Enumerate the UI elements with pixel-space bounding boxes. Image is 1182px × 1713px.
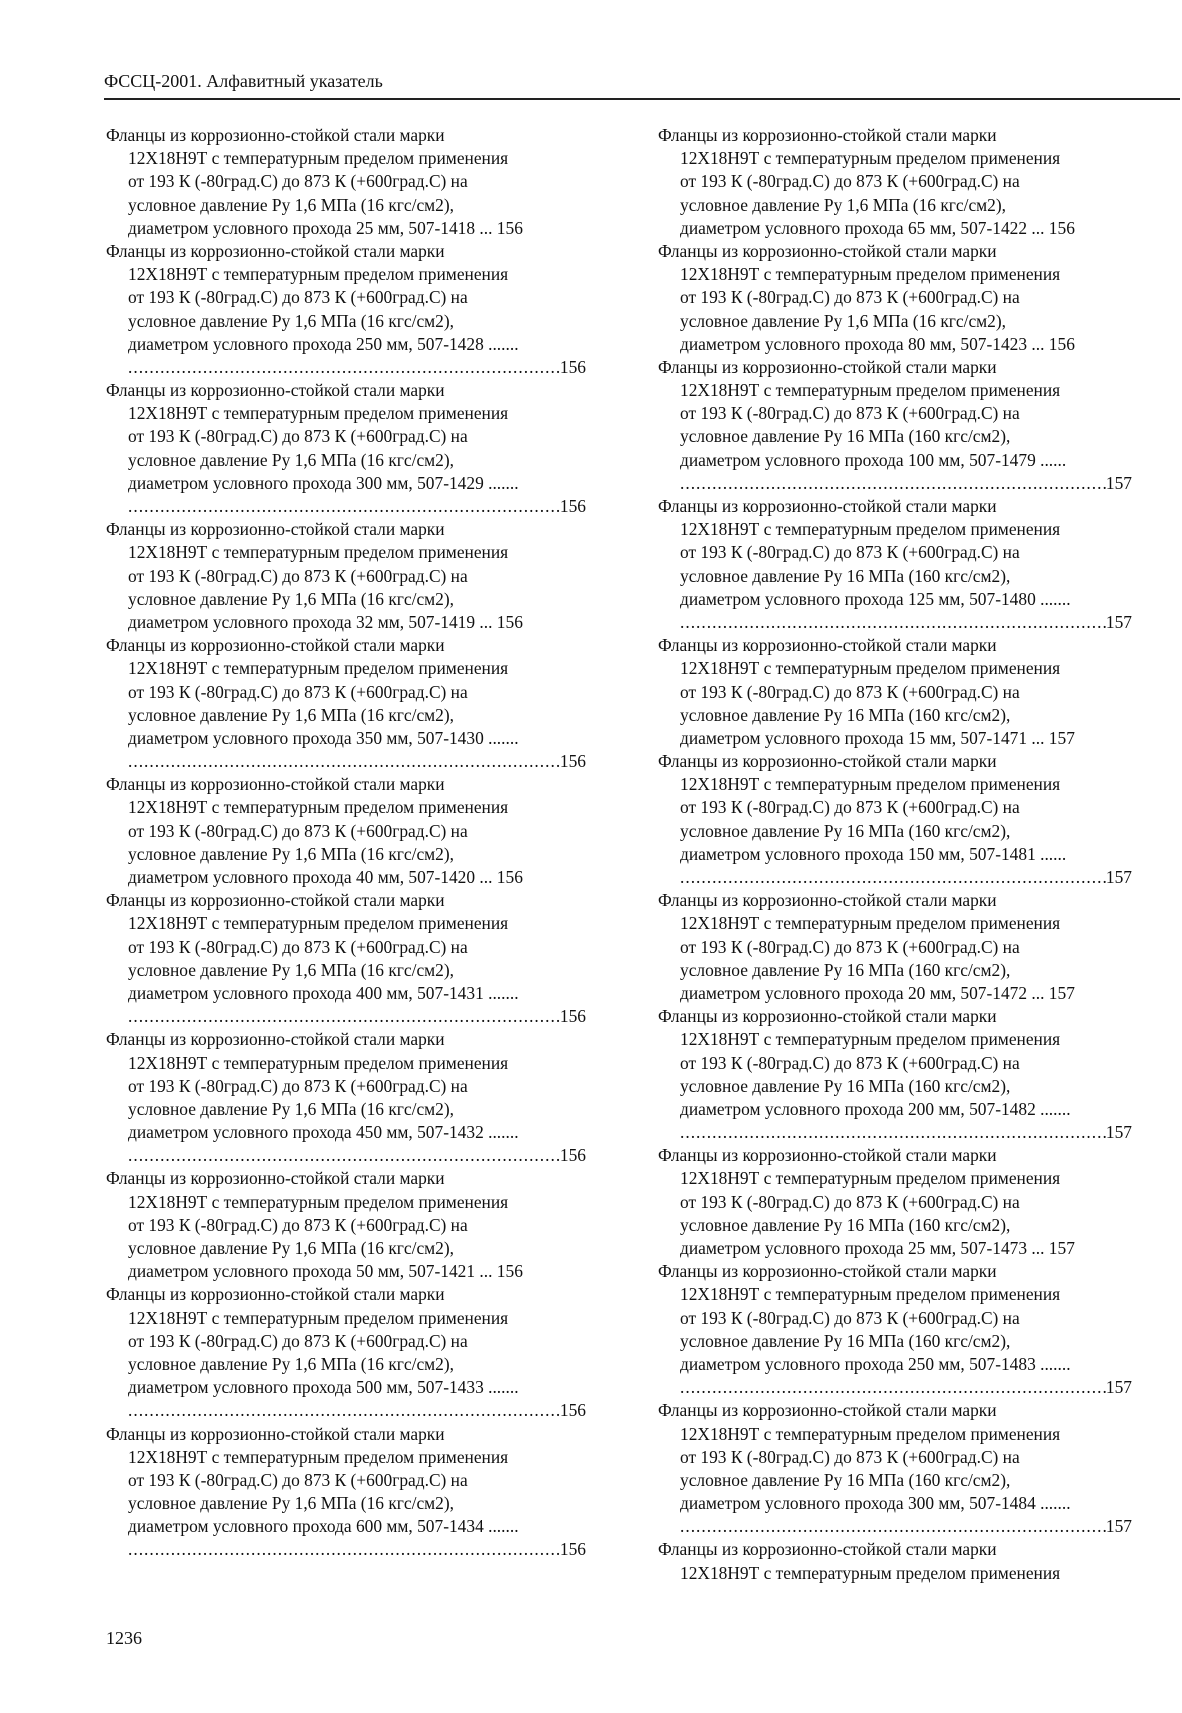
index-entry — [106, 240, 586, 379]
index-entry-line: от 193 К (-80град.С) до 873 К (+600град.С) на — [680, 287, 1020, 308]
index-entry-line: диаметром условного прохода 400 мм, 507-1431 ....... — [128, 982, 519, 1003]
index-entry-leader — [658, 1121, 1132, 1144]
index-entry-line: от 193 К (-80град.С) до 873 К (+600град.С) на — [680, 1052, 1020, 1073]
index-entry — [658, 1005, 1132, 1144]
index-entry-line: 12Х18Н9Т с температурным пределом применения — [680, 1168, 1061, 1189]
index-entry-line: условное давление Ру 16 МПа (160 кгс/см2), — [680, 959, 1011, 980]
index-entry-line: условное давление Ру 1,6 МПа (16 кгс/см2), — [128, 1353, 455, 1374]
index-entry-line: условное давление Ру 1,6 МПа (16 кгс/см2), — [680, 310, 1007, 331]
index-entry-line: условное давление Ру 1,6 МПа (16 кгс/см2), — [680, 194, 1007, 215]
index-entry-line: диаметром условного прохода 50 мм, 507-1421 ... 156 — [128, 1261, 523, 1282]
index-entry-line: 12Х18Н9Т с температурным пределом применения — [128, 264, 509, 285]
page-header-title: ФССЦ-2001. Алфавитный указатель — [104, 71, 383, 91]
index-entry-line: от 193 К (-80град.С) до 873 К (+600град.С) на — [680, 542, 1020, 563]
index-entry-title: Фланцы из коррозионно-стойкой стали марки — [658, 496, 997, 516]
index-entry-line: от 193 К (-80град.С) до 873 К (+600град.С) на — [128, 681, 468, 702]
index-entry-leader — [106, 750, 586, 773]
index-entry-line: от 193 К (-80град.С) до 873 К (+600град.С) на — [680, 403, 1020, 424]
index-entry-page: 156 — [559, 1145, 586, 1166]
index-entry — [106, 1167, 586, 1283]
index-entry-leader — [106, 356, 586, 379]
index-entry-line: условное давление Ру 1,6 МПа (16 кгс/см2), — [128, 588, 455, 609]
dot-leader — [680, 611, 1106, 634]
index-entry-line: от 193 К (-80град.С) до 873 К (+600град.С) на — [128, 426, 468, 447]
index-entry-line: 12Х18Н9Т с температурным пределом применения — [680, 1562, 1061, 1583]
index-entry — [106, 379, 586, 518]
index-entry-line: от 193 К (-80град.С) до 873 К (+600град.С) на — [128, 820, 468, 841]
index-entry-line: диаметром условного прохода 125 мм, 507-1480 ....... — [680, 588, 1071, 609]
page-number: 1236 — [106, 1628, 142, 1648]
index-entry-line: условное давление Ру 1,6 МПа (16 кгс/см2), — [128, 449, 455, 470]
index-entry-line: диаметром условного прохода 250 мм, 507-1483 ....... — [680, 1353, 1071, 1374]
index-entry-title: Фланцы из коррозионно-стойкой стали марки — [658, 890, 997, 911]
index-entry-title: Фланцы из коррозионно-стойкой стали марки — [658, 1145, 997, 1166]
index-entry-page: 156 — [559, 1539, 586, 1560]
index-entry-line: 12Х18Н9Т с температурным пределом применения — [128, 1307, 509, 1328]
index-entry-leader — [106, 1538, 586, 1561]
index-entry-page: 156 — [559, 1006, 586, 1027]
index-entry-title: Фланцы из коррозионно-стойкой стали марки — [658, 1006, 997, 1027]
index-entry-title: Фланцы из коррозионно-стойкой стали марки — [106, 125, 445, 145]
index-entry-leader — [106, 1399, 586, 1422]
index-entry — [658, 1399, 1132, 1538]
index-entry-line: 12Х18Н9Т с температурным пределом применения — [128, 797, 509, 818]
index-entry — [106, 1028, 586, 1167]
index-entry-title: Фланцы из коррозионно-стойкой стали марки — [658, 125, 997, 145]
index-entry-line: диаметром условного прохода 80 мм, 507-1423 ... 156 — [680, 333, 1075, 354]
index-entry-line: от 193 К (-80град.С) до 873 К (+600град.С) на — [128, 936, 468, 957]
dot-leader — [680, 1121, 1106, 1144]
index-entry-line: условное давление Ру 16 МПа (160 кгс/см2), — [680, 426, 1011, 447]
dot-leader — [128, 1005, 560, 1028]
index-entry-line: диаметром условного прохода 20 мм, 507-1472 ... 157 — [680, 982, 1075, 1003]
index-entry — [658, 750, 1132, 889]
index-entry-leader — [106, 495, 586, 518]
index-entry-line: 12Х18Н9Т с температурным пределом применения — [128, 403, 509, 424]
index-entry-line: условное давление Ру 1,6 МПа (16 кгс/см2), — [128, 1238, 455, 1258]
index-entry — [106, 1283, 586, 1422]
index-entry-title: Фланцы из коррозионно-стойкой стали марки — [658, 1261, 997, 1282]
index-entry-line: 12Х18Н9Т с температурным пределом применения — [680, 380, 1061, 401]
index-entry-line: от 193 К (-80град.С) до 873 К (+600град.С) на — [128, 1330, 468, 1351]
index-entry-line: 12Х18Н9Т с температурным пределом применения — [680, 774, 1061, 795]
index-entry-line: условное давление Ру 16 МПа (160 кгс/см2), — [680, 1075, 1011, 1096]
index-entry-leader — [106, 1005, 586, 1028]
dot-leader — [680, 1515, 1106, 1538]
index-entry-line: диаметром условного прохода 300 мм, 507-1484 ....... — [680, 1493, 1071, 1514]
index-entry-line: от 193 К (-80град.С) до 873 К (+600град.С) на — [680, 1446, 1020, 1467]
index-entry-line: условное давление Ру 16 МПа (160 кгс/см2), — [680, 1469, 1011, 1490]
index-entry-page: 156 — [559, 1400, 586, 1421]
index-entry-line: условное давление Ру 1,6 МПа (16 кгс/см2), — [128, 704, 455, 725]
index-entry-line: диаметром условного прохода 150 мм, 507-1481 ...... — [680, 843, 1067, 864]
index-entry — [658, 240, 1132, 356]
index-entry — [658, 634, 1132, 750]
index-entry-line: 12Х18Н9Т с температурным пределом применения — [128, 542, 509, 563]
index-entry-line: диаметром условного прохода 600 мм, 507-1434 ....... — [128, 1516, 519, 1537]
index-entry-line: диаметром условного прохода 25 мм, 507-1418 ... 156 — [128, 217, 523, 238]
index-entry-line: 12Х18Н9Т с температурным пределом применения — [680, 913, 1061, 934]
index-entry-title: Фланцы из коррозионно-стойкой стали марки — [106, 635, 445, 656]
index-entry — [658, 1260, 1132, 1399]
index-entry-page: 156 — [559, 751, 586, 772]
dot-leader — [128, 750, 560, 773]
dot-leader — [680, 472, 1106, 495]
index-entry-title: Фланцы из коррозионно-стойкой стали марки — [658, 1539, 997, 1560]
index-entry-line: диаметром условного прохода 200 мм, 507-1482 ....... — [680, 1098, 1071, 1119]
index-entry-line: диаметром условного прохода 25 мм, 507-1473 ... 157 — [680, 1238, 1075, 1258]
index-entry-line: от 193 К (-80град.С) до 873 К (+600град.С) на — [128, 1075, 468, 1096]
index-entry-title: Фланцы из коррозионно-стойкой стали марки — [106, 1168, 445, 1189]
dot-leader — [128, 1538, 560, 1561]
index-entry-page: 157 — [1105, 611, 1132, 632]
page-header — [104, 70, 1180, 100]
index-entry-page: 157 — [1105, 1122, 1132, 1143]
index-entry-line: от 193 К (-80град.С) до 873 К (+600град.С) на — [128, 287, 468, 308]
index-entry-leader — [658, 472, 1132, 495]
index-entry-line: условное давление Ру 16 МПа (160 кгс/см2), — [680, 820, 1011, 841]
index-entry-page: 156 — [559, 496, 586, 516]
index-entry-line: от 193 К (-80град.С) до 873 К (+600град.С) на — [128, 1214, 468, 1235]
index-entry-line: условное давление Ру 1,6 МПа (16 кгс/см2), — [128, 310, 455, 331]
index-entry — [106, 124, 586, 240]
index-entry-line: условное давление Ру 16 МПа (160 кгс/см2), — [680, 1214, 1011, 1235]
index-entry-title: Фланцы из коррозионно-стойкой стали марки — [658, 356, 997, 377]
index-entry-title: Фланцы из коррозионно-стойкой стали марки — [658, 240, 997, 261]
index-entry-line: диаметром условного прохода 32 мм, 507-1419 ... 156 — [128, 611, 523, 632]
index-entry-line: условное давление Ру 1,6 МПа (16 кгс/см2), — [128, 194, 455, 215]
index-entry-line: 12Х18Н9Т с температурным пределом применения — [128, 913, 509, 934]
index-entry-page: 157 — [1105, 1516, 1132, 1537]
index-entry-title: Фланцы из коррозионно-стойкой стали марки — [106, 1423, 445, 1444]
index-entry-line: от 193 К (-80град.С) до 873 К (+600град.С) на — [128, 565, 468, 586]
index-entry-line: условное давление Ру 16 МПа (160 кгс/см2), — [680, 565, 1011, 586]
index-entry — [106, 634, 586, 773]
index-entry-line: диаметром условного прохода 65 мм, 507-1422 ... 156 — [680, 217, 1075, 238]
index-entry-title: Фланцы из коррозионно-стойкой стали марки — [106, 774, 445, 795]
index-entry-line: от 193 К (-80град.С) до 873 К (+600град.С) на — [680, 681, 1020, 702]
dot-leader — [128, 1399, 560, 1422]
index-entry-title: Фланцы из коррозионно-стойкой стали марки — [106, 890, 445, 911]
index-entry — [658, 356, 1132, 495]
index-entry-line: от 193 К (-80град.С) до 873 К (+600град.С) на — [128, 1469, 468, 1490]
dot-leader — [128, 495, 560, 518]
index-entry-line: 12Х18Н9Т с температурным пределом применения — [680, 1423, 1061, 1444]
index-entry-line: условное давление Ру 16 МПа (160 кгс/см2), — [680, 1330, 1011, 1351]
index-entry-line: условное давление Ру 1,6 МПа (16 кгс/см2), — [128, 1493, 455, 1514]
index-entry-leader — [658, 1376, 1132, 1399]
index-entry-leader — [658, 1515, 1132, 1538]
index-entry-line: диаметром условного прохода 100 мм, 507-1479 ...... — [680, 449, 1067, 470]
dot-leader — [680, 866, 1106, 889]
index-entry-line: 12Х18Н9Т с температурным пределом применения — [128, 1446, 509, 1467]
index-entry-line: диаметром условного прохода 15 мм, 507-1471 ... 157 — [680, 727, 1075, 748]
index-entry-line: 12Х18Н9Т с температурным пределом применения — [680, 264, 1061, 285]
index-entry — [658, 124, 1132, 240]
index-entry-line: условное давление Ру 16 МПа (160 кгс/см2), — [680, 704, 1011, 725]
dot-leader — [680, 1376, 1106, 1399]
index-entry — [106, 773, 586, 889]
index-entry-line: диаметром условного прохода 250 мм, 507-1428 ....... — [128, 333, 519, 354]
index-entry-line: условное давление Ру 1,6 МПа (16 кгс/см2), — [128, 959, 455, 980]
index-entry-line: диаметром условного прохода 350 мм, 507-1430 ....... — [128, 727, 519, 748]
index-entry-page: 157 — [1105, 867, 1132, 887]
index-entry-line: от 193 К (-80град.С) до 873 К (+600град.С) на — [680, 797, 1020, 818]
index-entry — [658, 495, 1132, 634]
index-entry — [658, 889, 1132, 1005]
index-entry-line: 12Х18Н9Т с температурным пределом применения — [128, 1052, 509, 1073]
index-entry — [106, 1423, 586, 1562]
index-entry-line: 12Х18Н9Т с температурным пределом применения — [680, 519, 1061, 540]
index-entry-title: Фланцы из коррозионно-стойкой стали марки — [658, 635, 997, 656]
index-entry — [106, 889, 586, 1028]
dot-leader — [128, 1144, 560, 1167]
index-entry-line: 12Х18Н9Т с температурным пределом применения — [128, 1191, 509, 1212]
index-entry-title: Фланцы из коррозионно-стойкой стали марки — [106, 519, 445, 540]
dot-leader — [128, 356, 560, 379]
index-entry-page: 157 — [1105, 1377, 1132, 1398]
index-entry-line: от 193 К (-80град.С) до 873 К (+600град.С) на — [680, 171, 1020, 192]
index-entry-line: условное давление Ру 1,6 МПа (16 кгс/см2), — [128, 1098, 455, 1119]
index-entry — [658, 1144, 1132, 1260]
index-column-left — [106, 124, 586, 1562]
index-entry-line: 12Х18Н9Т с температурным пределом применения — [128, 148, 509, 169]
index-column-right — [658, 124, 1132, 1585]
index-entry-line: 12Х18Н9Т с температурным пределом применения — [680, 658, 1061, 679]
index-entry-line: от 193 К (-80град.С) до 873 К (+600град.С) на — [680, 1191, 1020, 1212]
index-entry-title: Фланцы из коррозионно-стойкой стали марки — [658, 1400, 997, 1421]
index-entry — [106, 518, 586, 634]
index-entry-title: Фланцы из коррозионно-стойкой стали марки — [106, 1029, 445, 1050]
index-entry-line: 12Х18Н9Т с температурным пределом применения — [680, 1029, 1061, 1050]
index-entry-line: от 193 К (-80град.С) до 873 К (+600град.С) на — [128, 171, 468, 192]
index-entry-leader — [658, 611, 1132, 634]
index-entry-page: 157 — [1105, 472, 1132, 493]
index-entry-title: Фланцы из коррозионно-стойкой стали марки — [106, 240, 445, 261]
index-entry-line: 12Х18Н9Т с температурным пределом применения — [680, 1284, 1061, 1305]
index-entry-line: 12Х18Н9Т с температурным пределом применения — [128, 658, 509, 679]
index-entry-line: 12Х18Н9Т с температурным пределом применения — [680, 148, 1061, 169]
index-entry-title: Фланцы из коррозионно-стойкой стали марки — [106, 1284, 445, 1305]
index-entry-line: диаметром условного прохода 450 мм, 507-1432 ....... — [128, 1122, 519, 1143]
index-entry — [658, 1538, 1132, 1584]
index-entry-line: диаметром условного прохода 40 мм, 507-1420 ... 156 — [128, 867, 523, 887]
index-entry-title: Фланцы из коррозионно-стойкой стали марки — [106, 380, 445, 401]
index-entry-page: 156 — [559, 356, 586, 377]
index-entry-line: диаметром условного прохода 300 мм, 507-1429 ....... — [128, 472, 519, 493]
index-entry-leader — [658, 866, 1132, 889]
index-entry-title: Фланцы из коррозионно-стойкой стали марки — [658, 751, 997, 772]
index-entry-leader — [106, 1144, 586, 1167]
index-entry-line: диаметром условного прохода 500 мм, 507-1433 ....... — [128, 1377, 519, 1398]
index-entry-line: условное давление Ру 1,6 МПа (16 кгс/см2), — [128, 843, 455, 864]
index-entry-line: от 193 К (-80град.С) до 873 К (+600град.С) на — [680, 936, 1020, 957]
index-entry-line: от 193 К (-80град.С) до 873 К (+600град.С) на — [680, 1307, 1020, 1328]
